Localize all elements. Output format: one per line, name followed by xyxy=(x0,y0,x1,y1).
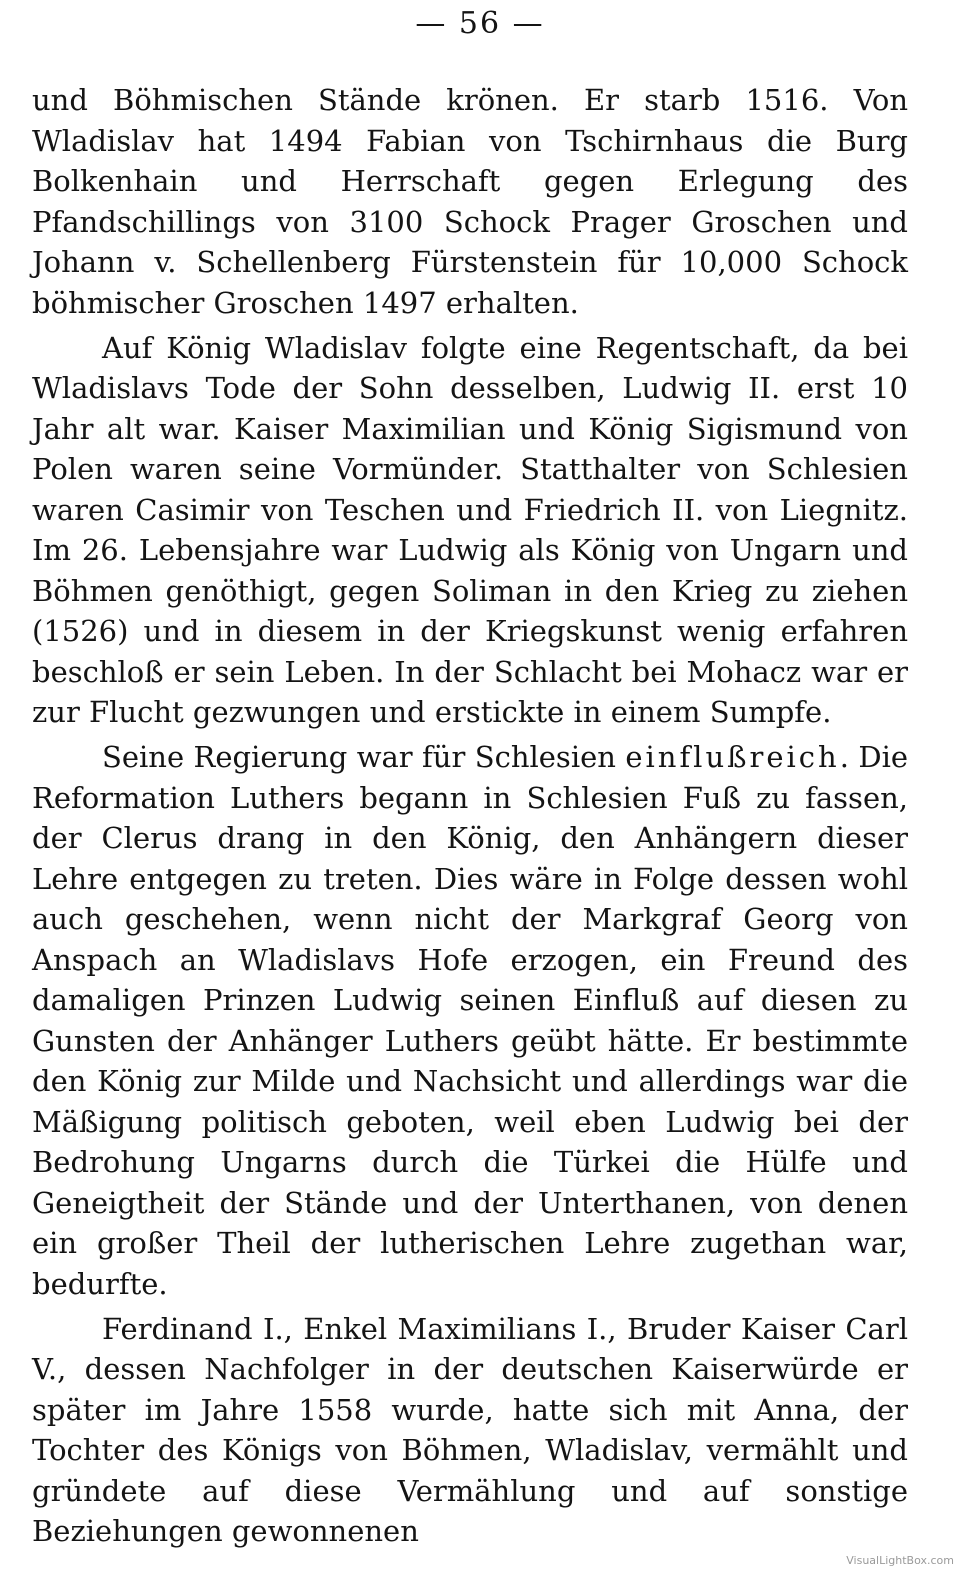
paragraph-3-part-2: . Die Reformation Luthers begann in Schlesien Fuß zu fassen, der Clerus drang in den König, den Anhängern dieser Lehre entgegen zu treten. Dies wäre in Folge dessen wohl auch geschehen, wenn nicht der Markgraf Georg von Anspach an Wladislavs Hofe erzogen, ein Freund des damaligen Prinzen Ludwig seinen Einfluß auf diesen zu Gunsten der Anhänger Luthers geübt hätte. Er bestimmte den König zur Milde und Nachsicht und allerdings war die Mäßigung politisch geboten, weil eben Ludwig bei der Bedrohung Ungarns durch die Türkei die Hülfe und Geneigtheit der Stände und der Unterthanen, von denen ein großer Theil der lutherischen Lehre zugethan war, bedurfte. xyxy=(32,740,909,1301)
paragraph-2: Auf König Wladislav folgte eine Regentschaft, da bei Wladislavs Tode der Sohn desselben, Ludwig II. erst 10 Jahr alt war. Kaiser Maximilian und König Sigismund von Polen waren seine Vormünder. Statthalter von Schlesien waren Casimir von Teschen und Friedrich II. von Liegnitz. Im 26. Lebensjahre war Ludwig als König von Ungarn und Böhmen genöthigt, gegen Soliman in den Krieg zu ziehen (1526) und in diesem in der Kriegskunst wenig erfahren beschloß er sein Leben. In der Schlacht bei Mohacz war er zur Flucht gezwungen und erstickte in einem Sumpfe. xyxy=(32,330,908,729)
paragraph-3 xyxy=(32,737,908,1304)
paragraph-1: und Böhmischen Stände krönen. Er starb 1516. Von Wladislav hat 1494 Fabian von Tschirnhaus die Burg Bolkenhain und Herrschaft gegen Erlegung des Pfandschillings von 3100 Schock Prager Groschen und Johann v. Schellenberg Fürstenstein für 10,000 Schock böhmischer Groschen 1497 erhalten. xyxy=(32,83,908,320)
paragraph-3-part-1: Seine Regierung war für Schlesien xyxy=(102,740,626,774)
watermark: VisualLightBox.com xyxy=(846,1554,954,1567)
page-body xyxy=(32,80,908,1556)
paragraph-4: Ferdinand I., Enkel Maximilians I., Bruder Kaiser Carl V., dessen Nachfolger in der deutschen Kaiserwürde er später im Jahre 1558 wurde, hatte sich mit Anna, der Tochter des Königs von Böhmen, Wladislav, vermählt und gründete auf diese Vermählung und auf sonstige Beziehungen gewonnenen xyxy=(32,1311,908,1548)
spaced-emphasis-word: einflußreich xyxy=(625,740,840,774)
page-number: — 56 — xyxy=(415,6,545,41)
